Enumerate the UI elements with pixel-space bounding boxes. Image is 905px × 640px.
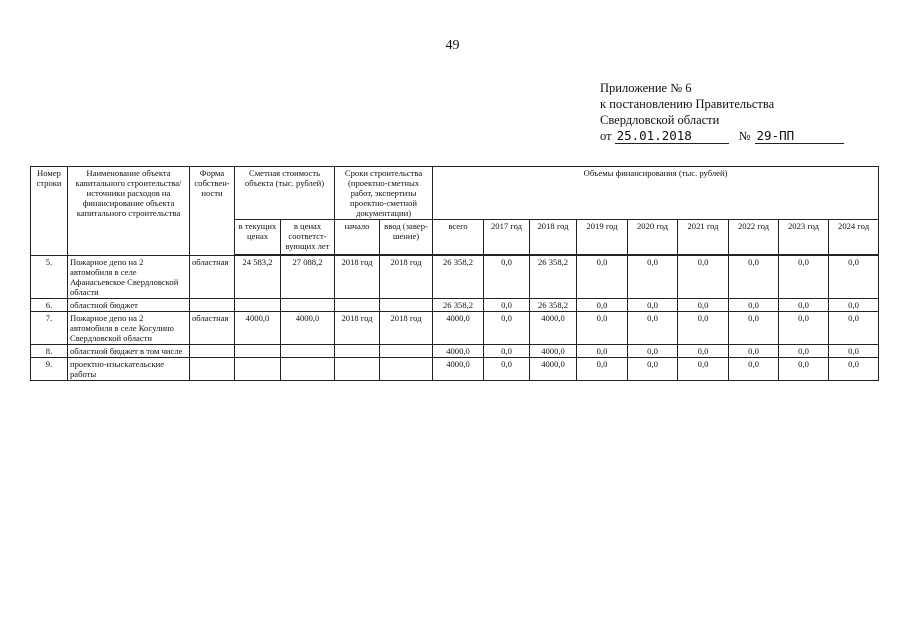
cell-year-2017: 0,0 xyxy=(484,344,530,357)
cell-term-end: 2018 год xyxy=(380,255,433,298)
cell-year-2021: 0,0 xyxy=(678,298,729,311)
cell-year-2018: 4000,0 xyxy=(530,344,577,357)
cell-year-2017: 0,0 xyxy=(484,298,530,311)
header-object-name: Наименование объекта капитального строительства/ источники расходов на финансирование объекта капитального строительства xyxy=(68,167,190,256)
cell-object-name: Пожарное депо на 2 автомобиля в селе Афанасьевское Свердловской области xyxy=(68,255,190,298)
date-prefix: от xyxy=(600,129,612,143)
cell-term-start: 2018 год xyxy=(335,255,380,298)
header-year-2022: 2022 год xyxy=(729,220,779,256)
number-prefix: № xyxy=(738,129,751,143)
cell-year-2022: 0,0 xyxy=(729,311,779,344)
cell-year-2021: 0,0 xyxy=(678,344,729,357)
cell-object-name: областной бюджет в том числе xyxy=(68,344,190,357)
appendix-date-line xyxy=(600,128,860,144)
page-number: 49 xyxy=(445,38,460,53)
cell-year-2019: 0,0 xyxy=(577,344,628,357)
cell-year-2023: 0,0 xyxy=(779,255,829,298)
cell-year-2019: 0,0 xyxy=(577,298,628,311)
cell-object-name: проектно-изыскательские работы xyxy=(68,357,190,380)
header-year-2019: 2019 год xyxy=(577,220,628,256)
cell-row-number: 7. xyxy=(31,311,68,344)
table-row xyxy=(31,311,879,344)
table-row xyxy=(31,344,879,357)
cell-cost-current: 4000,0 xyxy=(235,311,281,344)
cell-ownership: областная xyxy=(190,255,235,298)
cell-cost-years: 27 088,2 xyxy=(281,255,335,298)
cell-year-2018: 26 358,2 xyxy=(530,298,577,311)
cell-row-number: 9. xyxy=(31,357,68,380)
cell-year-2023: 0,0 xyxy=(779,357,829,380)
cell-year-2019: 0,0 xyxy=(577,311,628,344)
cell-year-2022: 0,0 xyxy=(729,255,779,298)
cell-year-2023: 0,0 xyxy=(779,298,829,311)
header-year-2024: 2024 год xyxy=(829,220,879,256)
cell-year-2022: 0,0 xyxy=(729,344,779,357)
header-year-2018: 2018 год xyxy=(530,220,577,256)
header-cost-current: в текущих ценах xyxy=(235,220,281,256)
cell-row-number: 8. xyxy=(31,344,68,357)
header-year-2021: 2021 год xyxy=(678,220,729,256)
cell-term-end xyxy=(380,298,433,311)
cell-year-2017: 0,0 xyxy=(484,357,530,380)
header-estimated-cost: Сметная стоимость объекта (тыс. рублей) xyxy=(235,167,335,220)
cell-term-start xyxy=(335,298,380,311)
cell-year-2023: 0,0 xyxy=(779,344,829,357)
cell-year-2020: 0,0 xyxy=(628,311,678,344)
cell-total: 26 358,2 xyxy=(433,298,484,311)
cell-ownership xyxy=(190,344,235,357)
cell-row-number: 5. xyxy=(31,255,68,298)
cell-year-2019: 0,0 xyxy=(577,255,628,298)
cell-year-2017: 0,0 xyxy=(484,255,530,298)
table-row xyxy=(31,298,879,311)
appendix-line-resolution: к постановлению Правительства xyxy=(600,97,775,111)
cell-year-2018: 26 358,2 xyxy=(530,255,577,298)
cell-term-end: 2018 год xyxy=(380,311,433,344)
table-row xyxy=(31,357,879,380)
cell-total: 26 358,2 xyxy=(433,255,484,298)
cell-object-name: Пожарное депо на 2 автомобиля в селе Косулино Свердловской области xyxy=(68,311,190,344)
table-body xyxy=(31,255,879,380)
cell-term-start: 2018 год xyxy=(335,311,380,344)
cell-year-2018: 4000,0 xyxy=(530,311,577,344)
cell-term-start xyxy=(335,357,380,380)
cell-year-2024: 0,0 xyxy=(829,344,879,357)
cell-year-2019: 0,0 xyxy=(577,357,628,380)
cell-year-2022: 0,0 xyxy=(729,298,779,311)
header-financing-volumes: Объемы финансирования (тыс. рублей) xyxy=(433,167,879,220)
financing-table xyxy=(30,166,879,381)
cell-object-name: областной бюджет xyxy=(68,298,190,311)
cell-year-2020: 0,0 xyxy=(628,298,678,311)
header-ownership: Форма собствен-ности xyxy=(190,167,235,256)
header-construction-terms: Сроки строительства (проектно-сметных работ, экспертизы проектно-сметной документации) xyxy=(335,167,433,220)
header-total: всего xyxy=(433,220,484,256)
header-cost-years: в ценах соответст-вующих лет xyxy=(281,220,335,256)
cell-cost-current: 24 583,2 xyxy=(235,255,281,298)
cell-ownership xyxy=(190,298,235,311)
appendix-line-region: Свердловской области xyxy=(600,113,720,127)
cell-cost-years xyxy=(281,298,335,311)
cell-year-2024: 0,0 xyxy=(829,357,879,380)
cell-row-number: 6. xyxy=(31,298,68,311)
appendix-block xyxy=(600,80,860,144)
cell-term-end xyxy=(380,357,433,380)
cell-year-2021: 0,0 xyxy=(678,255,729,298)
cell-year-2021: 0,0 xyxy=(678,311,729,344)
cell-year-2022: 0,0 xyxy=(729,357,779,380)
cell-term-end xyxy=(380,344,433,357)
cell-ownership: областная xyxy=(190,311,235,344)
cell-year-2017: 0,0 xyxy=(484,311,530,344)
cell-year-2020: 0,0 xyxy=(628,357,678,380)
cell-cost-current xyxy=(235,298,281,311)
header-term-end: ввод (завер-шение) xyxy=(380,220,433,256)
cell-year-2020: 0,0 xyxy=(628,344,678,357)
resolution-number: 29-ПП xyxy=(755,129,844,144)
resolution-date: 25.01.2018 xyxy=(615,129,729,144)
cell-year-2021: 0,0 xyxy=(678,357,729,380)
header-term-start: начало xyxy=(335,220,380,256)
cell-year-2018: 4000,0 xyxy=(530,357,577,380)
header-year-2017: 2017 год xyxy=(484,220,530,256)
cell-total: 4000,0 xyxy=(433,344,484,357)
appendix-title: Приложение № 6 xyxy=(600,81,692,95)
header-year-2020: 2020 год xyxy=(628,220,678,256)
table-row xyxy=(31,255,879,298)
cell-year-2020: 0,0 xyxy=(628,255,678,298)
cell-cost-current xyxy=(235,344,281,357)
header-row-number: Номер строки xyxy=(31,167,68,256)
cell-total: 4000,0 xyxy=(433,357,484,380)
cell-year-2024: 0,0 xyxy=(829,298,879,311)
cell-total: 4000,0 xyxy=(433,311,484,344)
cell-cost-years xyxy=(281,344,335,357)
cell-cost-current xyxy=(235,357,281,380)
cell-cost-years xyxy=(281,357,335,380)
header-year-2023: 2023 год xyxy=(779,220,829,256)
cell-cost-years: 4000,0 xyxy=(281,311,335,344)
cell-ownership xyxy=(190,357,235,380)
cell-year-2024: 0,0 xyxy=(829,311,879,344)
cell-year-2023: 0,0 xyxy=(779,311,829,344)
cell-term-start xyxy=(335,344,380,357)
cell-year-2024: 0,0 xyxy=(829,255,879,298)
